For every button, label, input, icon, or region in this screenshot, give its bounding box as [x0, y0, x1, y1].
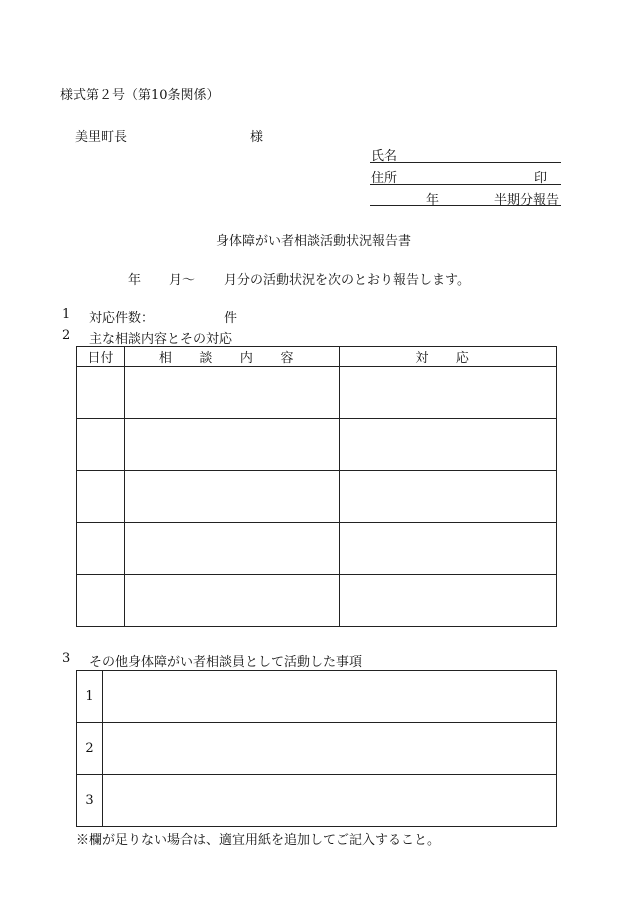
header-content: 相 談 内 容 — [125, 347, 340, 367]
response-cell[interactable] — [340, 471, 557, 523]
table-row — [77, 775, 557, 827]
consultation-header-row — [77, 347, 557, 367]
section2-number: 2 — [62, 328, 71, 343]
table-row — [77, 671, 557, 723]
table-row — [77, 723, 557, 775]
name-label: 氏名 — [371, 149, 398, 164]
date-cell[interactable] — [77, 575, 125, 627]
section1-label: 対応件数： — [89, 311, 155, 326]
activity-cell[interactable] — [103, 671, 557, 723]
section3-number: 3 — [62, 651, 71, 666]
activity-cell[interactable] — [103, 723, 557, 775]
header-response: 対 応 — [340, 347, 557, 367]
content-cell[interactable] — [125, 419, 340, 471]
content-cell[interactable] — [125, 575, 340, 627]
content-cell[interactable] — [125, 523, 340, 575]
section1-unit: 件 — [224, 311, 238, 326]
table-row — [77, 367, 557, 419]
activity-cell[interactable] — [103, 775, 557, 827]
date-cell[interactable] — [77, 367, 125, 419]
content-cell[interactable] — [125, 471, 340, 523]
other-activities-table — [76, 670, 557, 827]
response-cell[interactable] — [340, 575, 557, 627]
response-cell[interactable] — [340, 419, 557, 471]
row-number: 1 — [77, 671, 103, 723]
table-row — [77, 575, 557, 627]
intro-month-from: 月～ — [169, 273, 196, 288]
response-cell[interactable] — [340, 523, 557, 575]
content-cell[interactable] — [125, 367, 340, 419]
table-row — [77, 471, 557, 523]
row-number: 2 — [77, 723, 103, 775]
intro-year: 年 — [128, 273, 142, 288]
document-title: 身体障がい者相談活動状況報告書 — [216, 234, 412, 249]
addressee-honorific: 様 — [250, 130, 264, 145]
header-date: 日付 — [77, 347, 125, 367]
period-underline — [370, 205, 561, 206]
intro-text: 月分の活動状況を次のとおり報告します。 — [224, 273, 470, 288]
section2-label: 主な相談内容とその対応 — [89, 332, 233, 347]
section1-number: 1 — [62, 307, 71, 322]
date-cell[interactable] — [77, 471, 125, 523]
address-underline — [370, 184, 561, 185]
footnote: ※欄が足りない場合は、適宜用紙を追加してご記入すること。 — [76, 833, 441, 848]
addressee-name: 美里町長 — [75, 130, 128, 145]
response-cell[interactable] — [340, 367, 557, 419]
report-year-unit: 年 — [426, 193, 440, 208]
date-cell[interactable] — [77, 523, 125, 575]
name-underline — [370, 162, 561, 163]
consultation-table — [76, 346, 557, 627]
table-row — [77, 523, 557, 575]
report-period-label: 半期分報告 — [494, 193, 560, 208]
table-row — [77, 419, 557, 471]
address-label: 住所 — [371, 171, 398, 186]
form-number: 様式第２号（第10条関係） — [60, 88, 220, 103]
date-cell[interactable] — [77, 419, 125, 471]
section3-label: その他身体障がい者相談員として活動した事項 — [89, 655, 363, 670]
row-number: 3 — [77, 775, 103, 827]
seal-mark: 印 — [534, 171, 548, 186]
